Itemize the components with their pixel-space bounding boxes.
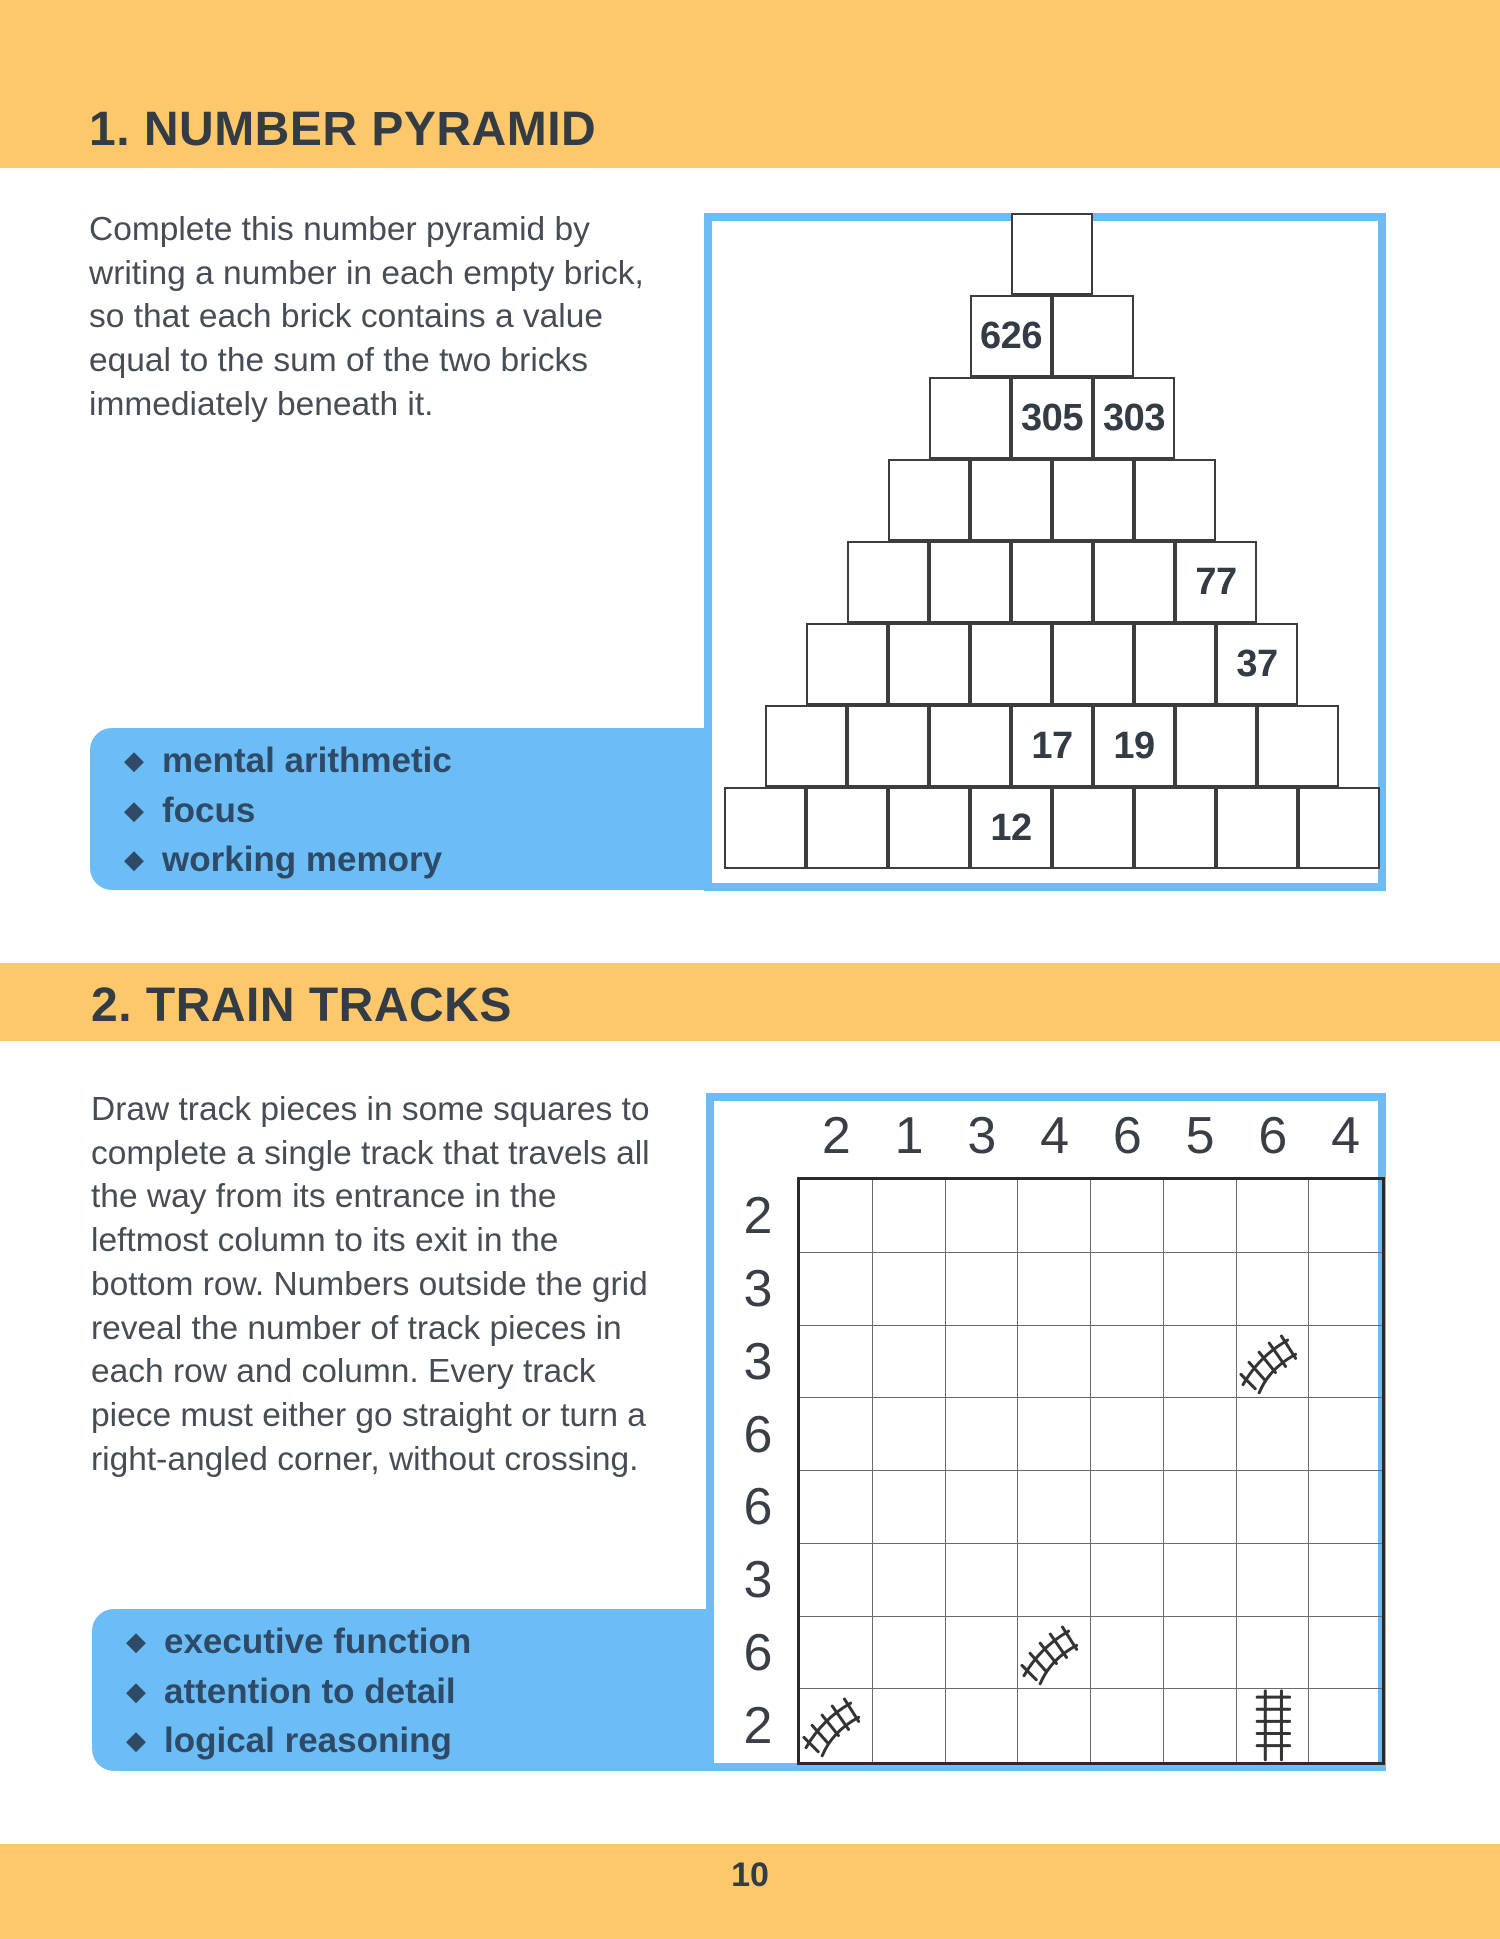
pyramid-brick-given: 303 <box>1093 377 1175 459</box>
grid-cell[interactable] <box>1091 1253 1164 1326</box>
pyramid-brick-empty[interactable] <box>1257 705 1339 787</box>
grid-cell[interactable] <box>800 1398 873 1471</box>
curved-track-icon <box>1018 1617 1091 1690</box>
pyramid-brick-empty[interactable] <box>929 705 1011 787</box>
skill-item <box>124 835 790 885</box>
grid-cell[interactable] <box>946 1617 1019 1690</box>
grid-cell[interactable] <box>1164 1471 1237 1544</box>
grid-cell[interactable] <box>873 1253 946 1326</box>
grid-cell[interactable] <box>1309 1544 1382 1617</box>
skill-label: executive function <box>164 1622 472 1661</box>
row-clue: 3 <box>743 1551 773 1610</box>
grid-cell[interactable] <box>1309 1471 1382 1544</box>
pyramid-brick-empty[interactable] <box>929 541 1011 623</box>
pyramid-brick-given: 17 <box>1011 705 1093 787</box>
pyramid-brick-empty[interactable] <box>1134 787 1216 869</box>
skill-item <box>126 1617 792 1667</box>
pyramid-brick-empty[interactable] <box>1298 787 1380 869</box>
grid-cell[interactable] <box>800 1180 873 1253</box>
grid-cell[interactable] <box>800 1253 873 1326</box>
skill-label: working memory <box>162 840 443 879</box>
column-clue: 6 <box>1258 1107 1288 1165</box>
grid-cell[interactable] <box>1309 1180 1382 1253</box>
grid-cell[interactable] <box>1164 1689 1237 1762</box>
grid-cell[interactable] <box>946 1689 1019 1762</box>
grid-cell[interactable] <box>873 1471 946 1544</box>
grid-cell[interactable] <box>946 1398 1019 1471</box>
pyramid-brick-given: 626 <box>970 295 1052 377</box>
grid-cell[interactable] <box>800 1471 873 1544</box>
grid-cell[interactable] <box>1237 1398 1310 1471</box>
row-clue: 3 <box>743 1260 773 1319</box>
grid-cell[interactable] <box>1164 1617 1237 1690</box>
grid-cell[interactable] <box>1018 1471 1091 1544</box>
curved-track-icon <box>1237 1326 1310 1399</box>
skill-label: attention to detail <box>164 1671 456 1711</box>
puzzle1-description: Complete this number pyramid by writing a number in each empty brick, so that each brick contains a value equal to the sum of the two bricks immediately beneath it. <box>89 211 644 423</box>
skill-item <box>124 736 790 786</box>
pyramid-brick-empty[interactable] <box>888 787 970 869</box>
grid-cell[interactable] <box>946 1253 1019 1326</box>
pyramid-brick-empty[interactable] <box>847 541 929 623</box>
diamond-bullet-icon: ◆ <box>126 1725 146 1755</box>
diamond-bullet-icon: ◆ <box>126 1675 146 1706</box>
grid-cell[interactable] <box>1309 1398 1382 1471</box>
grid-cell[interactable] <box>873 1398 946 1471</box>
puzzle1-title: 1. NUMBER PYRAMID <box>89 103 597 156</box>
row-clue: 2 <box>743 1187 773 1246</box>
grid-cell[interactable] <box>1018 1253 1091 1326</box>
pyramid-brick-given: 19 <box>1093 705 1175 787</box>
pyramid-brick-empty[interactable] <box>929 377 1011 459</box>
pyramid-brick-empty[interactable] <box>888 459 970 541</box>
row-clue: 6 <box>743 1623 773 1682</box>
pyramid-brick-empty[interactable] <box>1052 623 1134 705</box>
straight-track-icon <box>1237 1689 1310 1762</box>
grid-cell[interactable] <box>1309 1326 1382 1399</box>
grid-cell[interactable] <box>800 1617 873 1690</box>
grid-cell[interactable] <box>873 1617 946 1690</box>
pyramid-brick-given: 77 <box>1175 541 1257 623</box>
skill-item <box>126 1716 792 1766</box>
grid-cell[interactable] <box>1091 1180 1164 1253</box>
pyramid-brick-empty[interactable] <box>765 705 847 787</box>
grid-cell[interactable] <box>946 1326 1019 1399</box>
diamond-bullet-icon: ◆ <box>124 794 144 825</box>
pyramid-brick-empty[interactable] <box>1134 623 1216 705</box>
pyramid-brick-empty[interactable] <box>970 459 1052 541</box>
grid-cell[interactable] <box>1164 1253 1237 1326</box>
pyramid-brick-empty[interactable] <box>1134 459 1216 541</box>
pyramid-brick-empty[interactable] <box>1011 541 1093 623</box>
pyramid-brick-empty[interactable] <box>806 623 888 705</box>
column-clue: 3 <box>967 1107 997 1165</box>
pyramid-brick-empty[interactable] <box>806 787 888 869</box>
row-clue: 6 <box>743 1405 773 1464</box>
pyramid-brick-empty[interactable] <box>1011 213 1093 295</box>
pyramid-brick-empty[interactable] <box>1052 459 1134 541</box>
grid-cell[interactable] <box>1164 1398 1237 1471</box>
grid-cell[interactable] <box>873 1544 946 1617</box>
pyramid-brick-given: 37 <box>1216 623 1298 705</box>
grid-cell[interactable] <box>1237 1180 1310 1253</box>
tracks-panel <box>706 1093 1386 1771</box>
pyramid-brick-empty[interactable] <box>1175 705 1257 787</box>
skill-label: logical reasoning <box>164 1721 452 1760</box>
pyramid-brick-empty[interactable] <box>724 787 806 869</box>
puzzle1-skills-box <box>90 728 790 890</box>
grid-cell[interactable] <box>1309 1617 1382 1690</box>
grid-cell[interactable] <box>1091 1689 1164 1762</box>
curved-track-icon <box>800 1689 873 1762</box>
pyramid-brick-empty[interactable] <box>970 623 1052 705</box>
column-clue: 4 <box>1040 1107 1070 1165</box>
grid-cell[interactable] <box>1018 1326 1091 1399</box>
grid-cell[interactable] <box>946 1180 1019 1253</box>
row-clue: 3 <box>743 1332 773 1391</box>
pyramid-panel <box>704 213 1386 891</box>
grid-cell[interactable] <box>1018 1544 1091 1617</box>
puzzle1-skills-list <box>90 728 790 885</box>
diamond-bullet-icon: ◆ <box>126 1626 146 1656</box>
column-clue: 4 <box>1331 1107 1361 1165</box>
page-number: 10 <box>731 1856 769 1894</box>
grid-cell[interactable] <box>1164 1180 1237 1253</box>
grid-cell[interactable] <box>1237 1471 1310 1544</box>
pyramid-brick-given: 12 <box>970 787 1052 869</box>
grid-cell[interactable] <box>1018 1689 1091 1762</box>
grid-cell[interactable] <box>1018 1180 1091 1253</box>
puzzle2-title: 2. TRAIN TRACKS <box>91 979 512 1032</box>
column-clue: 1 <box>894 1107 924 1165</box>
diamond-bullet-icon: ◆ <box>124 844 144 874</box>
row-clue: 2 <box>743 1696 773 1755</box>
diamond-bullet-icon: ◆ <box>124 745 144 775</box>
grid-cell[interactable] <box>1309 1253 1382 1326</box>
pyramid-brick-given: 305 <box>1011 377 1093 459</box>
grid-cell[interactable] <box>1164 1544 1237 1617</box>
puzzle2-description: Draw track pieces in some squares to complete a single track that travels all the way from its entrance in the leftmost column to its exit in the bottom row. Numbers outside the grid reveal the number of track pieces in each row and column. Every track piece must either go straight or turn a right-angled corner, without crossing. <box>91 1091 650 1478</box>
skill-item <box>126 1667 792 1717</box>
grid-cell[interactable] <box>800 1544 873 1617</box>
grid-cell[interactable] <box>800 1326 873 1399</box>
grid-cell[interactable] <box>873 1326 946 1399</box>
grid-cell[interactable] <box>1018 1398 1091 1471</box>
grid-cell[interactable] <box>873 1180 946 1253</box>
pyramid-brick-empty[interactable] <box>1093 541 1175 623</box>
row-clue: 6 <box>743 1478 773 1537</box>
grid-cell[interactable] <box>1091 1326 1164 1399</box>
grid-cell[interactable] <box>873 1689 946 1762</box>
grid-cell[interactable] <box>1164 1326 1237 1399</box>
skill-label: focus <box>162 790 256 830</box>
column-clue: 2 <box>821 1107 851 1165</box>
grid-cell[interactable] <box>1091 1544 1164 1617</box>
grid-cell[interactable] <box>1237 1253 1310 1326</box>
pyramid-brick-empty[interactable] <box>1052 787 1134 869</box>
grid-cell[interactable] <box>946 1544 1019 1617</box>
pyramid-brick-empty[interactable] <box>888 623 970 705</box>
pyramid-brick-empty[interactable] <box>847 705 929 787</box>
grid-cell[interactable] <box>1309 1689 1382 1762</box>
column-clue: 6 <box>1112 1107 1142 1165</box>
grid-cell[interactable] <box>1091 1398 1164 1471</box>
grid-cell[interactable] <box>1237 1617 1310 1690</box>
skill-label: mental arithmetic <box>162 741 452 780</box>
puzzle2-skills-list <box>92 1609 792 1766</box>
pyramid-brick-empty[interactable] <box>1052 295 1134 377</box>
grid-cell[interactable] <box>1237 1544 1310 1617</box>
grid-cell[interactable] <box>1091 1471 1164 1544</box>
grid-cell[interactable] <box>946 1471 1019 1544</box>
column-clue: 5 <box>1185 1107 1215 1165</box>
grid-cell[interactable] <box>1091 1617 1164 1690</box>
puzzle2-skills-box <box>92 1609 792 1771</box>
skill-item <box>124 786 790 836</box>
pyramid-brick-empty[interactable] <box>1216 787 1298 869</box>
